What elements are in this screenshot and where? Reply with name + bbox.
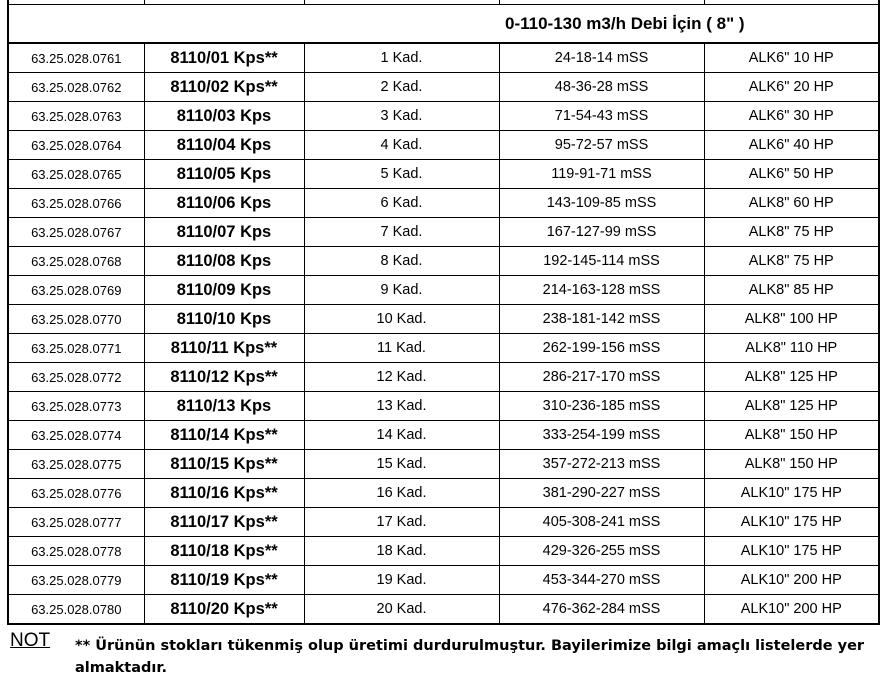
table-row — [8, 247, 879, 276]
head-cell: 429-326-255 mSS — [499, 537, 704, 566]
head-cell: 48-36-28 mSS — [499, 73, 704, 102]
note-label: NOT — [10, 630, 51, 651]
head-cell: 405-308-241 mSS — [499, 508, 704, 537]
pump-table — [7, 0, 880, 625]
table-header-row — [8, 5, 879, 44]
motor-cell: ALK6" 50 HP — [704, 160, 879, 189]
model-cell: 8110/08 Kps — [144, 247, 304, 276]
model-cell: 8110/10 Kps — [144, 305, 304, 334]
stages-cell: 20 Kad. — [304, 595, 499, 625]
table-row — [8, 537, 879, 566]
head-cell: 310-236-185 mSS — [499, 392, 704, 421]
product-code-cell: 63.25.028.0761 — [8, 43, 144, 73]
table-row — [8, 363, 879, 392]
head-cell: 453-344-270 mSS — [499, 566, 704, 595]
model-cell: 8110/15 Kps** — [144, 450, 304, 479]
product-code-cell: 63.25.028.0768 — [8, 247, 144, 276]
motor-cell: ALK8" 110 HP — [704, 334, 879, 363]
model-cell: 8110/01 Kps** — [144, 43, 304, 73]
motor-cell: ALK10" 175 HP — [704, 479, 879, 508]
model-cell: 8110/06 Kps — [144, 189, 304, 218]
product-code-cell: 63.25.028.0771 — [8, 334, 144, 363]
head-cell: 357-272-213 mSS — [499, 450, 704, 479]
stages-cell: 18 Kad. — [304, 537, 499, 566]
motor-cell: ALK8" 125 HP — [704, 363, 879, 392]
model-cell: 8110/04 Kps — [144, 131, 304, 160]
table-row — [8, 334, 879, 363]
product-code-cell: 63.25.028.0777 — [8, 508, 144, 537]
product-code-cell: 63.25.028.0763 — [8, 102, 144, 131]
note-text: ** Ürünün stokları tükenmiş olup üretimi durdurulmuştur. Bayilerimize bilgi amaçlı listelerde yer almaktadır. — [75, 638, 865, 676]
stages-cell: 17 Kad. — [304, 508, 499, 537]
table-row — [8, 392, 879, 421]
table-row — [8, 102, 879, 131]
stages-cell: 10 Kad. — [304, 305, 499, 334]
model-cell: 8110/12 Kps** — [144, 363, 304, 392]
head-cell: 95-72-57 mSS — [499, 131, 704, 160]
model-cell: 8110/09 Kps — [144, 276, 304, 305]
head-cell: 24-18-14 mSS — [499, 43, 704, 73]
head-cell: 476-362-284 mSS — [499, 595, 704, 625]
head-cell: 143-109-85 mSS — [499, 189, 704, 218]
stages-cell: 2 Kad. — [304, 73, 499, 102]
stages-cell: 12 Kad. — [304, 363, 499, 392]
product-code-cell: 63.25.028.0778 — [8, 537, 144, 566]
stages-cell: 7 Kad. — [304, 218, 499, 247]
stages-cell: 4 Kad. — [304, 131, 499, 160]
table-row — [8, 43, 879, 73]
table-row — [8, 566, 879, 595]
head-cell: 119-91-71 mSS — [499, 160, 704, 189]
table-title: 0-110-130 m3/h Debi İçin ( 8" ) — [505, 13, 745, 33]
motor-cell: ALK8" 85 HP — [704, 276, 879, 305]
head-cell: 71-54-43 mSS — [499, 102, 704, 131]
model-cell: 8110/19 Kps** — [144, 566, 304, 595]
product-code-cell: 63.25.028.0776 — [8, 479, 144, 508]
stages-cell: 11 Kad. — [304, 334, 499, 363]
head-cell: 167-127-99 mSS — [499, 218, 704, 247]
motor-cell: ALK6" 20 HP — [704, 73, 879, 102]
model-cell: 8110/02 Kps** — [144, 73, 304, 102]
head-cell: 238-181-142 mSS — [499, 305, 704, 334]
product-code-cell: 63.25.028.0774 — [8, 421, 144, 450]
product-code-cell: 63.25.028.0765 — [8, 160, 144, 189]
motor-cell: ALK8" 150 HP — [704, 450, 879, 479]
motor-cell: ALK8" 150 HP — [704, 421, 879, 450]
product-code-cell: 63.25.028.0767 — [8, 218, 144, 247]
table-row — [8, 218, 879, 247]
motor-cell: ALK10" 175 HP — [704, 537, 879, 566]
table-row — [8, 131, 879, 160]
motor-cell: ALK8" 100 HP — [704, 305, 879, 334]
stages-cell: 14 Kad. — [304, 421, 499, 450]
stages-cell: 6 Kad. — [304, 189, 499, 218]
product-code-cell: 63.25.028.0780 — [8, 595, 144, 625]
model-cell: 8110/20 Kps** — [144, 595, 304, 625]
stages-cell: 15 Kad. — [304, 450, 499, 479]
table-row — [8, 189, 879, 218]
table-row — [8, 479, 879, 508]
table-row — [8, 305, 879, 334]
product-code-cell: 63.25.028.0770 — [8, 305, 144, 334]
product-code-cell: 63.25.028.0764 — [8, 131, 144, 160]
stages-cell: 1 Kad. — [304, 43, 499, 73]
head-cell: 286-217-170 mSS — [499, 363, 704, 392]
stages-cell: 16 Kad. — [304, 479, 499, 508]
table-row — [8, 421, 879, 450]
table-row — [8, 73, 879, 102]
head-cell: 192-145-114 mSS — [499, 247, 704, 276]
model-cell: 8110/03 Kps — [144, 102, 304, 131]
product-code-cell: 63.25.028.0766 — [8, 189, 144, 218]
motor-cell: ALK8" 75 HP — [704, 247, 879, 276]
product-code-cell: 63.25.028.0779 — [8, 566, 144, 595]
motor-cell: ALK6" 10 HP — [704, 43, 879, 73]
stages-cell: 5 Kad. — [304, 160, 499, 189]
stages-cell: 3 Kad. — [304, 102, 499, 131]
model-cell: 8110/11 Kps** — [144, 334, 304, 363]
table-row — [8, 595, 879, 625]
table-row — [8, 508, 879, 537]
model-cell: 8110/05 Kps — [144, 160, 304, 189]
stages-cell: 19 Kad. — [304, 566, 499, 595]
model-cell: 8110/18 Kps** — [144, 537, 304, 566]
table-row — [8, 276, 879, 305]
motor-cell: ALK6" 30 HP — [704, 102, 879, 131]
product-code-cell: 63.25.028.0775 — [8, 450, 144, 479]
model-cell: 8110/07 Kps — [144, 218, 304, 247]
head-cell: 381-290-227 mSS — [499, 479, 704, 508]
model-cell: 8110/17 Kps** — [144, 508, 304, 537]
table-row — [8, 450, 879, 479]
motor-cell: ALK8" 125 HP — [704, 392, 879, 421]
product-code-cell: 63.25.028.0769 — [8, 276, 144, 305]
motor-cell: ALK8" 75 HP — [704, 218, 879, 247]
motor-cell: ALK10" 200 HP — [704, 566, 879, 595]
model-cell: 8110/14 Kps** — [144, 421, 304, 450]
price-table-container — [7, 0, 878, 625]
model-cell: 8110/16 Kps** — [144, 479, 304, 508]
product-code-cell: 63.25.028.0772 — [8, 363, 144, 392]
stages-cell: 9 Kad. — [304, 276, 499, 305]
motor-cell: ALK6" 40 HP — [704, 131, 879, 160]
head-cell: 214-163-128 mSS — [499, 276, 704, 305]
motor-cell: ALK10" 175 HP — [704, 508, 879, 537]
motor-cell: ALK8" 60 HP — [704, 189, 879, 218]
model-cell: 8110/13 Kps — [144, 392, 304, 421]
product-code-cell: 63.25.028.0773 — [8, 392, 144, 421]
motor-cell: ALK10" 200 HP — [704, 595, 879, 625]
table-row — [8, 160, 879, 189]
stages-cell: 8 Kad. — [304, 247, 499, 276]
product-code-cell: 63.25.028.0762 — [8, 73, 144, 102]
head-cell: 262-199-156 mSS — [499, 334, 704, 363]
head-cell: 333-254-199 mSS — [499, 421, 704, 450]
stages-cell: 13 Kad. — [304, 392, 499, 421]
